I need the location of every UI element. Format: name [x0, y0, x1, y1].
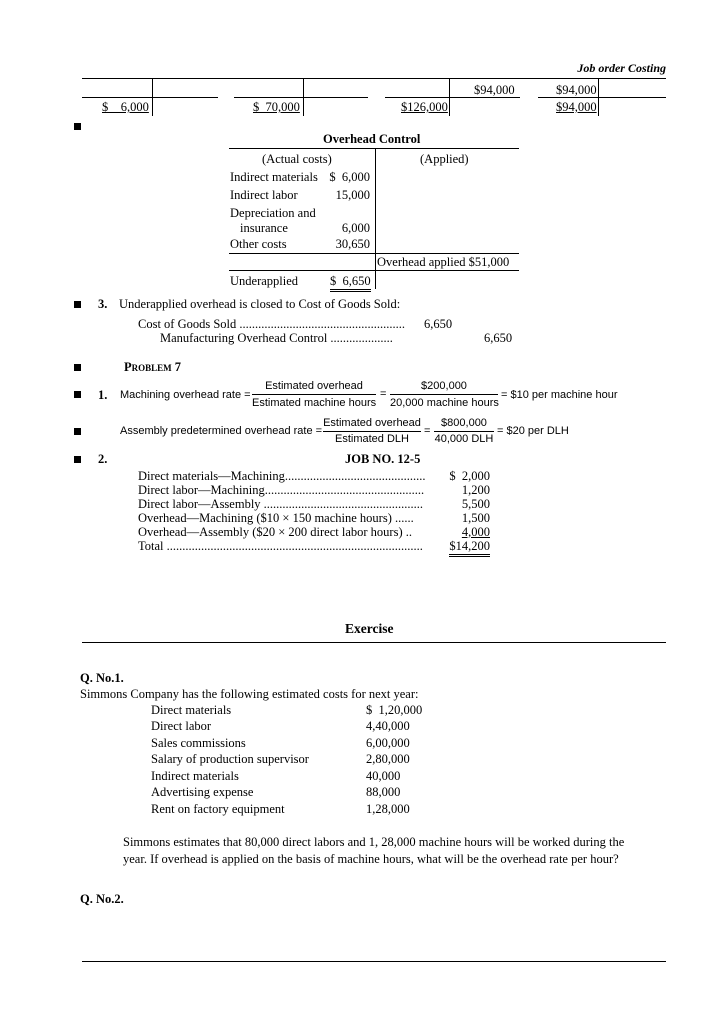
fraction-bar	[390, 394, 498, 395]
cost-label: Direct materials	[151, 703, 232, 717]
job-row-label: Overhead—Machining ($10 × 150 machine hours) ......	[138, 512, 414, 525]
item-number: 1.	[98, 388, 108, 402]
underapplied-label: Underapplied	[230, 274, 299, 288]
oh-item-label: Other costs	[230, 237, 287, 251]
job-row-amount: 4,000	[461, 525, 490, 539]
oh-item-label: Indirect labor	[230, 188, 298, 202]
item-number: 3.	[98, 297, 108, 311]
oh-item-amount: $ 6,000	[329, 170, 370, 184]
t-account-4-rule	[538, 97, 666, 98]
equals-sign: =	[424, 425, 431, 437]
question-label: Q. No.1.	[80, 671, 124, 685]
t-account-center-line	[375, 148, 376, 289]
cost-label: Sales commissions	[151, 736, 246, 750]
oh-item-amount: 15,000	[335, 188, 370, 202]
question-paragraph-line: Simmons estimates that 80,000 direct labors and 1, 28,000 machine hours will be worked during the	[123, 835, 625, 849]
fraction-denominator: 40,000 DLH	[434, 433, 494, 445]
job-row-label: Total ..................................................................................	[138, 540, 423, 553]
cost-amount: 2,80,000	[366, 752, 410, 766]
cost-label: Advertising expense	[151, 785, 254, 799]
oh-item-amount: 6,000	[341, 221, 370, 235]
question-paragraph-line: year. If overhead is applied on the basis of machine hours, what will be the overhead rate per hour?	[123, 852, 619, 866]
journal-credit-amount: 6,650	[484, 331, 513, 345]
right-heading: (Applied)	[420, 152, 469, 166]
oh-item-amount: 30,650	[335, 237, 370, 251]
underapplied-amount: $ 6,650	[330, 275, 371, 292]
job-row-amount: $ 2,000	[449, 469, 490, 483]
t-account-2-divider	[303, 78, 304, 116]
bullet	[74, 123, 81, 130]
journal-debit-label: Cost of Goods Sold .....................................................	[138, 318, 406, 331]
running-title: Job order Costing	[577, 61, 666, 75]
exercise-rule	[82, 642, 666, 643]
bullet	[74, 456, 81, 463]
t-account-2-rule	[234, 97, 368, 98]
t-account-top-rule	[229, 148, 519, 149]
fraction-numerator: $200,000	[421, 380, 467, 392]
job-row-amount: 1,200	[461, 483, 490, 497]
t-account-4-divider	[598, 78, 599, 116]
fraction-denominator: Estimated DLH	[335, 433, 409, 445]
fraction-bar	[434, 431, 494, 432]
equals-sign: =	[380, 388, 387, 400]
bullet	[74, 301, 81, 308]
t-value: $94,000	[474, 83, 515, 97]
job-row-label: Overhead—Assembly ($20 × 200 direct labor hours) ..	[138, 526, 412, 539]
cost-label: Rent on factory equipment	[151, 802, 285, 816]
job-row-label: Direct materials—Machining.............................................	[138, 470, 426, 483]
job-row-label: Direct labor—Machining...................................................	[138, 484, 425, 497]
oh-item-label: Depreciation and	[230, 206, 316, 220]
question-label: Q. No.2.	[80, 892, 124, 906]
formula-result: = $20 per DLH	[497, 425, 569, 437]
t-account-3-rule	[385, 97, 520, 98]
t-account-1-rule	[82, 97, 218, 98]
formula-lhs: Machining overhead rate =	[120, 389, 251, 401]
fraction-bar	[323, 431, 421, 432]
t-account-1-divider	[152, 78, 153, 116]
exercise-heading: Exercise	[345, 621, 394, 636]
job-total-amount: $14,200	[449, 539, 490, 557]
oh-item-label: insurance	[240, 221, 288, 235]
overhead-applied: Overhead applied $51,000	[377, 255, 510, 269]
formula-lhs: Assembly predetermined overhead rate =	[120, 425, 323, 437]
formula-result: = $10 per machine hour	[501, 389, 618, 401]
oh-item-label: Indirect materials	[230, 170, 318, 184]
t-value: $94,000	[556, 83, 597, 97]
cost-amount: 88,000	[366, 785, 401, 799]
t-value: $ 70,000	[253, 100, 300, 114]
question-intro: Simmons Company has the following estimated costs for next year:	[80, 687, 419, 701]
bullet	[74, 391, 81, 398]
cost-amount: 40,000	[366, 769, 401, 783]
job-title: JOB NO. 12-5	[345, 452, 421, 466]
journal-credit-label: Manufacturing Overhead Control ....................	[160, 332, 393, 345]
footer-rule	[82, 961, 666, 962]
bullet	[74, 428, 81, 435]
item-number: 2.	[98, 452, 108, 466]
job-row-label: Direct labor—Assembly ...................................................	[138, 498, 424, 511]
fraction-bar	[252, 394, 376, 395]
fraction-numerator: $800,000	[441, 417, 487, 429]
job-row-amount: 1,500	[461, 511, 490, 525]
cost-amount: 4,40,000	[366, 719, 410, 733]
t-account-3-divider	[449, 78, 450, 116]
top-rule	[82, 78, 666, 79]
t-account-bottom-rule	[229, 270, 519, 271]
fraction-denominator: Estimated machine hours	[252, 397, 377, 409]
t-value: $ 6,000	[102, 100, 149, 114]
fraction-denominator: 20,000 machine hours	[390, 397, 499, 409]
cost-label: Direct labor	[151, 719, 212, 733]
problem-label: Problem 7	[124, 360, 182, 374]
left-heading: (Actual costs)	[262, 152, 332, 166]
t-account-mid-rule	[229, 253, 519, 254]
t-value: $126,000	[401, 100, 448, 114]
fraction-numerator: Estimated overhead	[323, 417, 421, 429]
fraction-numerator: Estimated overhead	[265, 380, 363, 392]
t-value: $94,000	[556, 100, 597, 114]
cost-amount: 6,00,000	[366, 736, 410, 750]
job-row-amount: 5,500	[461, 497, 490, 511]
item3-text: Underapplied overhead is closed to Cost of Goods Sold:	[119, 297, 401, 311]
cost-label: Salary of production supervisor	[151, 752, 309, 766]
t-account-title: Overhead Control	[323, 132, 421, 146]
cost-label: Indirect materials	[151, 769, 239, 783]
cost-amount: 1,28,000	[366, 802, 410, 816]
cost-amount: $ 1,20,000	[366, 703, 423, 717]
bullet	[74, 364, 81, 371]
journal-debit-amount: 6,650	[424, 317, 453, 331]
